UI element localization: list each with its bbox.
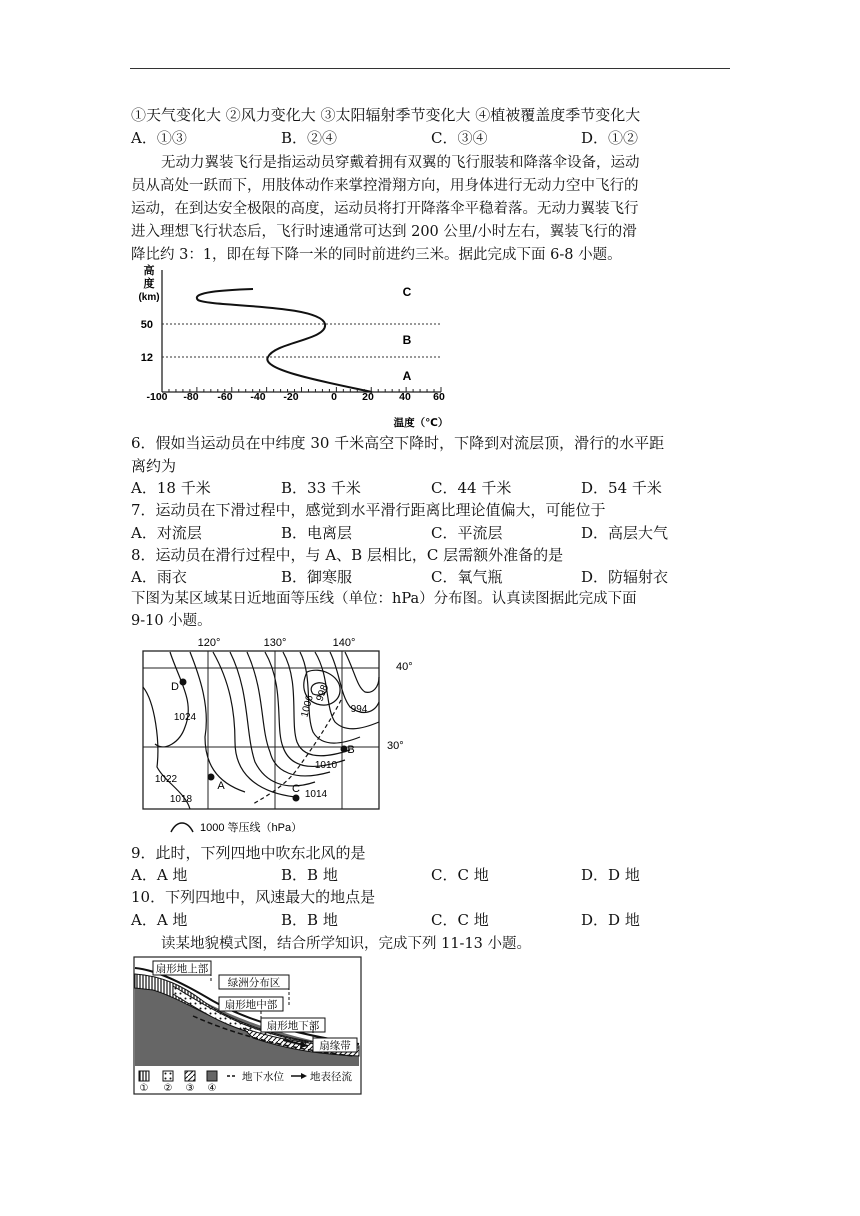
q6-option-a: A．18 千米 [131,479,211,497]
passage1-line-2: 员从高处一跃而下，用肢体动作来掌控滑翔方向，用身体进行无动力空中飞行的 [131,178,639,194]
q8-stem: 8．运动员在滑行过程中，与 A、B 层相比，C 层需额外准备的是 [131,546,564,564]
lon-140-label: 140° [332,637,356,649]
isobar-1014-label: 1014 [304,789,328,800]
x-tick--80: -80 [183,391,199,403]
q10-stem: 10．下列四地中，风速最大的地点是 [131,888,376,906]
isobar-1018-label: 1018 [169,794,193,805]
y-axis-label-1: 高 [143,265,155,277]
passage1-line-1: 无动力翼装飞行是指运动员穿戴着拥有双翼的飞行服装和降落伞设备，运动 [161,155,640,171]
isobar-lines [143,652,379,809]
q9-option-c: C．C 地 [431,866,489,884]
legend-1-swatch [139,1071,149,1081]
temperature-curve [197,289,372,392]
isobar-map-figure [135,632,420,842]
atmosphere-temperature-figure [135,262,455,432]
isobar-1010-label: 1010 [314,760,338,771]
label-fan-middle: 扇形地中部 [224,999,278,1011]
isobar-998-label: 998 [314,683,331,703]
q7-option-a: A．对流层 [131,524,202,542]
legend-1-label: ① [139,1083,149,1094]
point-a-marker [208,774,215,781]
point-d-label: D [171,681,179,693]
legend-3-swatch [185,1071,195,1081]
alluvial-fan-figure [133,956,363,1096]
q9-option-a: A．A 地 [131,866,188,884]
passage3: 读某地貌模式图，结合所学知识，完成下列 11-13 小题。 [161,936,532,952]
q7-option-b: B．电离层 [281,524,353,542]
x-tick-0: 0 [331,391,337,403]
x-tick-60: 60 [433,391,445,403]
y-tick-12: 12 [140,352,153,364]
point-c-label: C [292,783,300,795]
prev-question-items: ①天气变化大 ②风力变化大 ③太阳辐射季节变化大 ④植被覆盖度季节变化大 [131,106,641,124]
x-tick-20: 20 [362,391,374,403]
q6-option-c: C．44 千米 [431,479,512,497]
passage2-line-1: 下图为某区域某日近地面等压线（单位：hPa）分布图。认真读图据此完成下面 [131,591,637,607]
q7-option-d: D．高层大气 [581,524,669,542]
lat-30-label: 30° [387,740,404,752]
x-tick-40: 40 [399,391,411,403]
legend-4-swatch [207,1071,217,1081]
lat-40-label: 40° [396,661,413,673]
prev-option-c: C．③④ [431,129,488,147]
isobar-1006-label: 1006 [299,694,316,719]
passage2-line-2: 9-10 小题。 [131,613,212,629]
point-b-label: B [347,744,355,756]
isobar-994-label: 994 [350,704,368,715]
q10-option-c: C．C 地 [431,911,489,929]
x-tick--60: -60 [217,391,233,403]
legend-4-label: ④ [207,1083,217,1094]
legend-2-swatch [163,1071,173,1081]
q10-option-a: A．A 地 [131,911,188,929]
q9-option-d: D．D 地 [581,866,640,884]
label-fan-upper: 扇形地上部 [155,963,209,975]
isobar-1022-label: 1022 [154,774,178,785]
q8-option-a: A．雨衣 [131,568,187,586]
point-d-marker [180,679,187,686]
q7-stem: 7．运动员在下滑过程中，感觉到水平滑行距离比理论值偏大，可能位于 [131,501,606,519]
isobar-1024-label: 1024 [173,712,197,723]
point-c-marker [293,795,300,802]
passage1-line-3: 运动，在到达安全极限的高度，运动员将打开降落伞平稳着落。无动力翼装飞行 [131,201,639,217]
q6-stem-line-1: 6．假如当运动员在中纬度 30 千米高空下降时，下降到对流层顶，滑行的水平距 [131,434,665,452]
label-oasis: 绿洲分布区 [227,977,281,989]
y-axis-label-2: 度 [143,278,155,290]
legend-isobar-symbol [171,823,193,832]
lon-130-label: 130° [263,637,287,649]
x-tick--100: -100 [146,391,168,403]
legend-groundwater-label: 地下水位 [242,1071,284,1083]
layer-c-label: C [402,285,412,299]
x-tick--40: -40 [250,391,266,403]
prev-option-d: D．①② [581,129,639,147]
passage1-line-4: 进入理想飞行状态后，飞行时速通常可达到 200 公里/小时左右，翼装飞行的滑 [131,224,637,240]
header-rule [130,68,730,69]
q10-option-d: D．D 地 [581,911,640,929]
prev-option-a: A．①③ [131,129,187,147]
label-fan-edge: 扇缘带 [319,1040,351,1052]
layer-b-label: B [402,333,412,347]
q6-option-d: D．54 千米 [581,479,662,497]
q6-stem-line-2: 离约为 [131,457,177,475]
legend-3-label: ③ [185,1083,195,1094]
q9-option-b: B．B 地 [281,866,338,884]
lon-120-label: 120° [197,637,221,649]
q10-option-b: B．B 地 [281,911,338,929]
passage1-line-5: 降比约 3：1，即在每下降一米的同时前进约三米。据此完成下面 6-8 小题。 [131,247,622,263]
q8-option-d: D．防辐射衣 [581,568,669,586]
x-axis-label: 温度（℃） [393,417,449,429]
layer-a-label: A [402,369,412,383]
q6-option-b: B．33 千米 [281,479,361,497]
y-axis-label-3: (km) [138,292,160,303]
legend-isobar-label: 1000 等压线（hPa） [200,822,303,834]
prev-option-b: B．②④ [281,129,338,147]
legend-runoff-label: 地表径流 [310,1071,352,1083]
q8-option-b: B．御寒服 [281,568,353,586]
legend-2-label: ② [163,1083,173,1094]
x-tick--20: -20 [283,391,299,403]
q9-stem: 9．此时，下列四地中吹东北风的是 [131,844,366,862]
q8-option-c: C．氧气瓶 [431,568,503,586]
y-tick-50: 50 [140,319,153,331]
point-a-label: A [217,780,225,792]
label-fan-lower: 扇形地下部 [266,1020,320,1032]
q7-option-c: C．平流层 [431,524,503,542]
